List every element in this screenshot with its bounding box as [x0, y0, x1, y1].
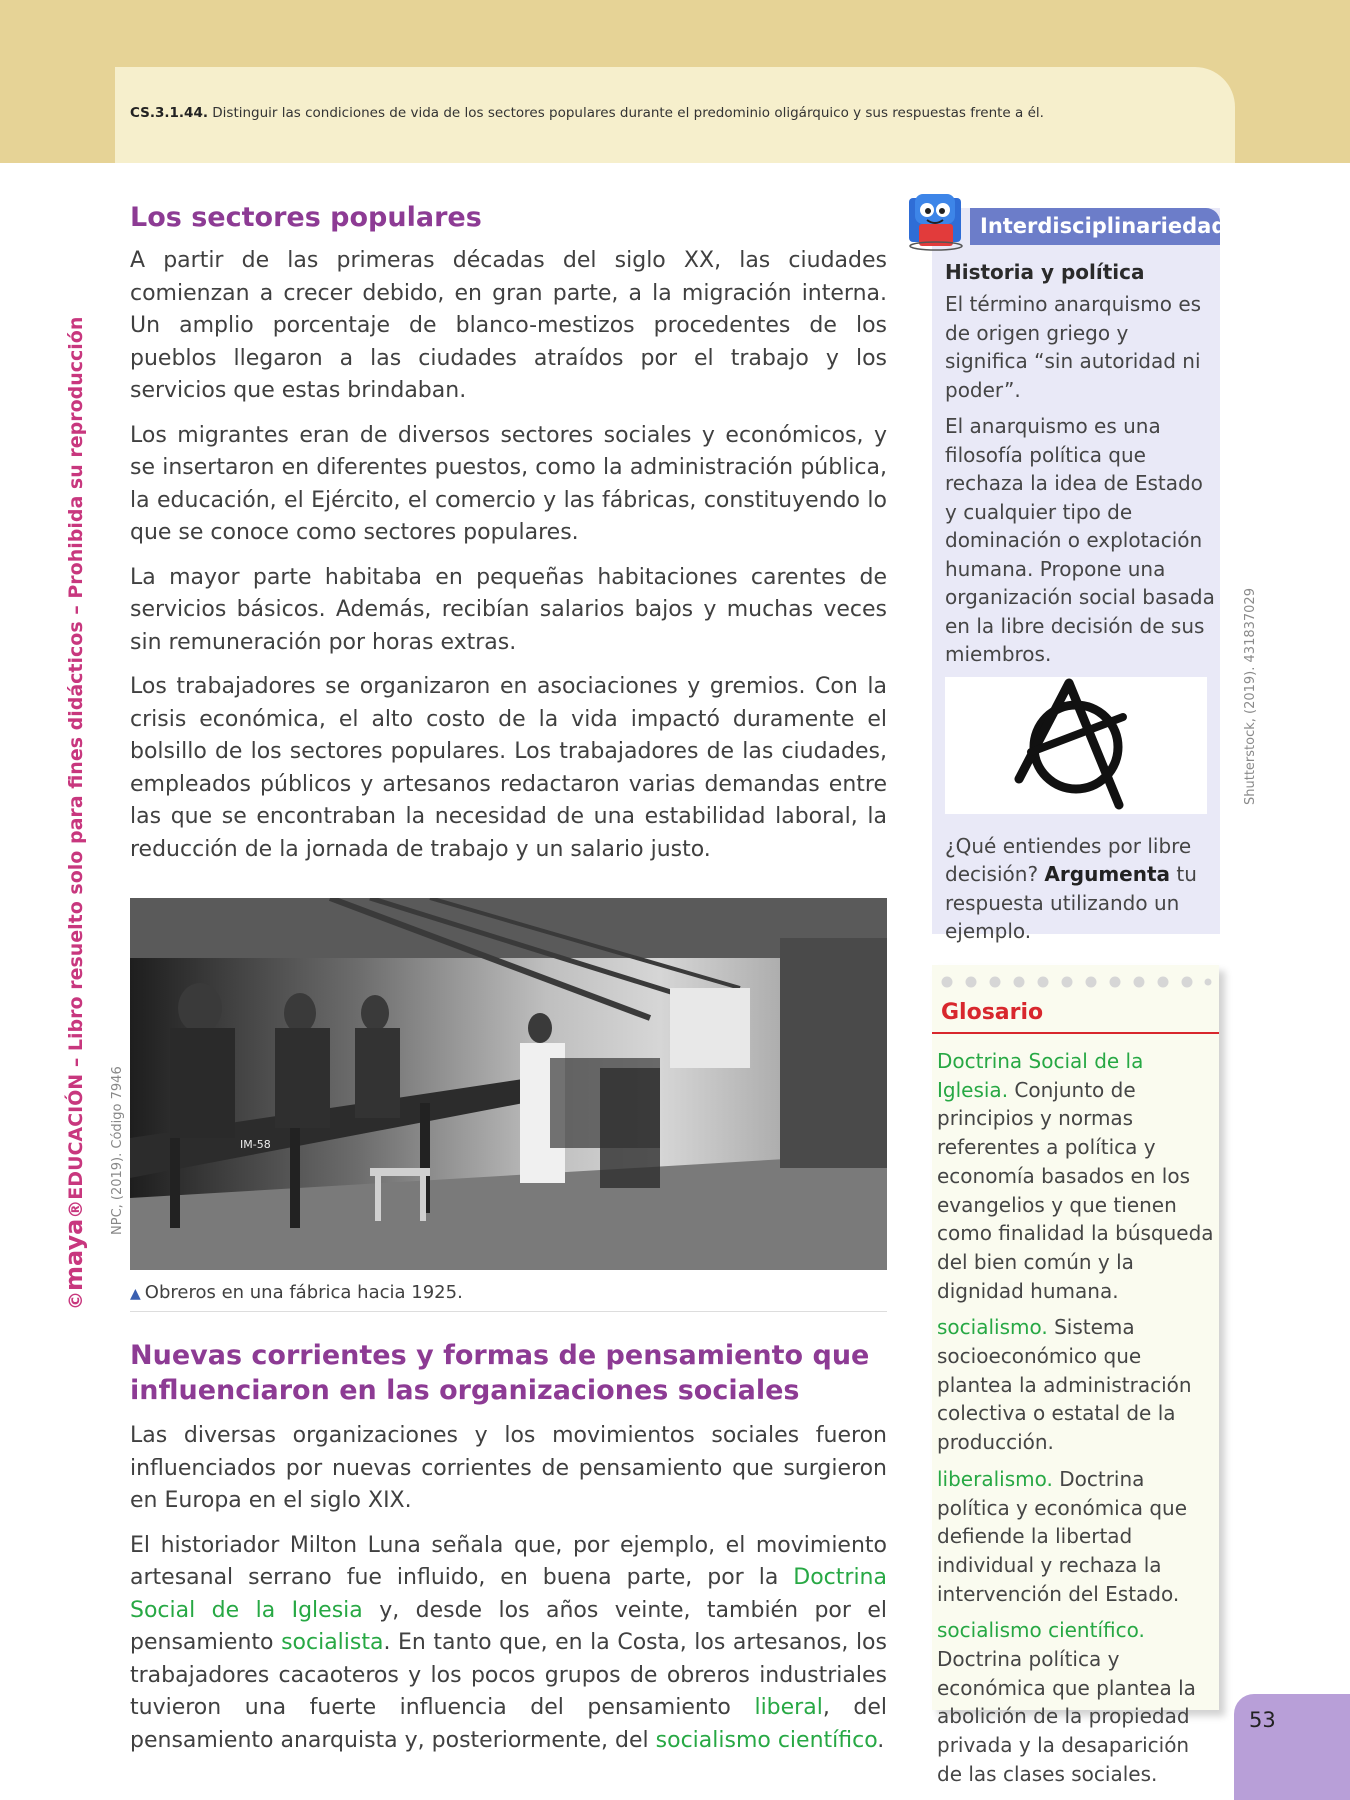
photo-caption [130, 1282, 887, 1312]
paragraph-4: Los trabajadores se organizaron en asociaciones y gremios. Con la crisis económica, el alto costo de la vida impactó duramente el bolsillo de los sectores populares. Los trabajadores de las ciudades, empleados públicos y artesanos redactaron varias demandas entre las que se encontraban la necesidad de una estabilidad laboral, la reducción de la jornada de trabajo y un salario justo. [130, 674, 887, 862]
paragraph-5: Las diversas organizaciones y los movimientos sociales fueron influenciados por nuevas corrientes de pensamiento que surgieron en Europa en el siglo XIX. [130, 1423, 887, 1514]
glossary-title: Glosario [941, 1000, 1044, 1025]
keyword-socialista: socialista [281, 1630, 384, 1656]
interdisciplinary-p1: El término anarquismo es de origen griego y significa “sin autoridad ni poder”. [945, 292, 1202, 402]
skill-banner [115, 67, 1235, 163]
side-code: NPC, (2019). Código 7946 [110, 1066, 125, 1235]
book-mascot-icon [905, 190, 967, 254]
interdisciplinary-box [932, 208, 1227, 943]
question-verb: Argumenta [1044, 862, 1171, 886]
interdisciplinary-tab: Interdisciplinariedad [970, 208, 1220, 245]
page-number: 53 [1249, 1708, 1276, 1732]
glossary-term: socialismo científico. [937, 1618, 1145, 1643]
glossary-entry [937, 1313, 1215, 1457]
main-column [130, 200, 887, 1757]
glossary-rule [932, 1032, 1219, 1034]
paragraph-1: A partir de las primeras décadas del siglo XX, las ciudades comienzan a crecer debido, en gran parte, a la migración interna. Un amplio porcentaje de blanco-mestizos procedentes de los pueblos llegaron a las ciudades atraídos por el trabajo y los servicios que estas brindaban. [130, 248, 887, 404]
keyword-socialismo-cientifico: socialismo científico [655, 1727, 878, 1753]
photo-tag: IM-58 [240, 1138, 271, 1152]
factory-photo-illustration [130, 898, 887, 1270]
copyright-symbol: © [65, 1291, 87, 1310]
interdisciplinary-body [945, 260, 1215, 954]
skill-description: Distinguir las condiciones de vida de los sectores populares durante el predominio oligárquico y sus respuestas frente a él. [212, 105, 1044, 121]
page-number-tab [1234, 1694, 1350, 1800]
p6-text-d: , del pensamiento anarquista y, posteriormente, del [130, 1695, 887, 1753]
keyword-liberal: liberal [754, 1695, 823, 1721]
glossary-entry [937, 1047, 1215, 1305]
factory-photo [130, 898, 887, 1270]
paragraph-2: Los migrantes eran de diversos sectores sociales y económicos, y se insertaron en diferentes puestos, como la administración pública, la educación, el Ejército, el comercio y las fábricas, constituyendo lo que se conoce como sectores populares. [130, 422, 887, 546]
anarchy-image [945, 677, 1207, 814]
p6-text-e: . [877, 1727, 885, 1753]
triangle-icon: ▲ [130, 1286, 141, 1303]
interdisciplinary-p2: El anarquismo es una filosofía política que rechaza la idea de Estado y cualquier tipo de dominación o explotación humana. Propone una organización social basada en la libre decisión de sus miembros. [945, 414, 1215, 666]
photo-caption-text: Obreros en una fábrica hacia 1925. [144, 1282, 463, 1304]
image-credit: Shutterstock, (2019). 431837029 [1243, 588, 1258, 805]
p6-text-a: El historiador Milton Luna señala que, por ejemplo, el movimiento artesanal serrano fue influido, en buena parte, por la [130, 1532, 887, 1591]
question-text-a: ¿Qué entiendes por libre decisión? [945, 833, 1192, 886]
paragraph-3: La mayor parte habitaba en pequeñas habitaciones carentes de servicios básicos. Además, recibían salarios bajos y muchas veces sin remuneración por horas extras. [130, 564, 887, 655]
keyword-doctrina-social: Doctrina Social de la Iglesia [130, 1565, 887, 1623]
paragraph-6 [130, 1530, 887, 1758]
interdisciplinary-subtitle: Historia y política [945, 260, 1145, 284]
glossary-term: liberalismo. [937, 1466, 1053, 1491]
side-credit [60, 317, 88, 1310]
glossary-entry [937, 1616, 1215, 1788]
anarchy-symbol-icon [945, 677, 1207, 814]
side-credit-text: EDUCACIÓN – Libro resuelto solo para fines didácticos – Prohibida su reproducción [65, 316, 87, 1200]
glossary-definition: Conjunto de principios y normas referentes a política y economía basados en los evangelios y que tienen como finalidad la búsqueda del bien común y la dignidad humana. [937, 1077, 1214, 1303]
glossary-entry [937, 1465, 1215, 1609]
question-text-b: tu respuesta utilizando un ejemplo. [945, 862, 1197, 943]
skill-code: CS.3.1.44. [130, 105, 208, 121]
glossary-definition: Doctrina política y económica que plantea la abolición de la propiedad privada y la desaparición de las clases sociales. [937, 1647, 1196, 1786]
registered-symbol: ® [65, 1199, 87, 1219]
glossary-term: Doctrina Social de la Iglesia. [937, 1049, 1144, 1102]
p6-text-c: . En tanto que, en la Costa, los artesanos, los trabajadores cacaoteros y los pocos grupos de obreros industriales tuvieron una fuerte influencia del pensamiento [130, 1630, 887, 1721]
section-title-corrientes: Nuevas corrientes y formas de pensamiento que influenciaron en las organizaciones sociales [130, 1340, 870, 1407]
glossary-entries [937, 1047, 1215, 1797]
notebook-rings-icon [940, 975, 1212, 989]
glossary-term: socialismo. [937, 1315, 1048, 1340]
brand-logo: maya [60, 1218, 88, 1291]
glossary-definition: Doctrina política y económica que defiende la libertad individual y rechaza la intervención del Estado. [937, 1466, 1188, 1606]
section-title-sectores: Los sectores populares [130, 202, 482, 233]
skill-text [130, 105, 1044, 121]
glossary-definition: Sistema socioeconómico que plantea la administración colectiva o estatal de la producción. [937, 1315, 1192, 1455]
glossary-box [932, 965, 1219, 1786]
p6-text-b: y, desde los años veinte, también por el pensamiento [130, 1597, 887, 1656]
interdisciplinary-question [945, 832, 1215, 946]
